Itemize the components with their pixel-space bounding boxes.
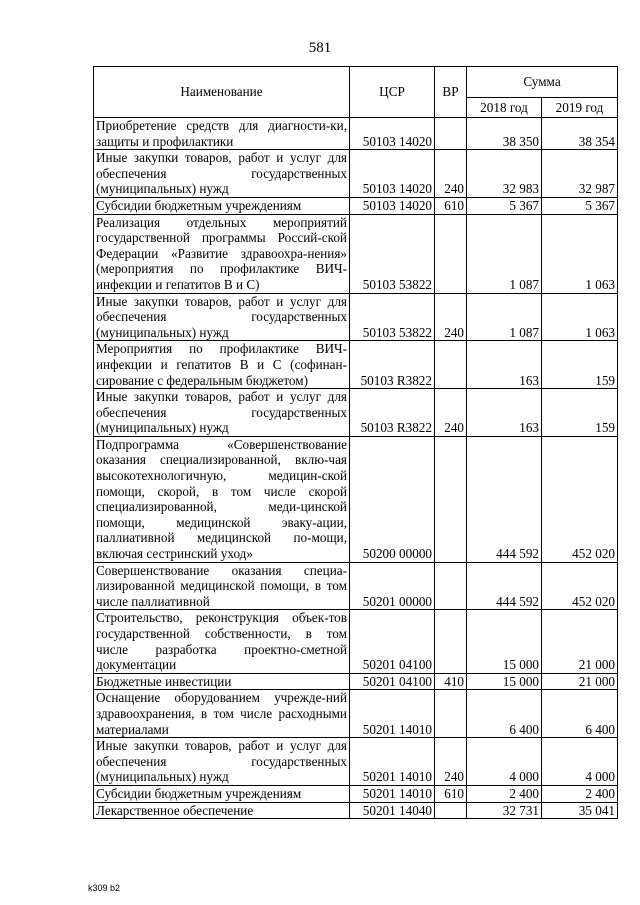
row-vr [435,562,467,610]
row-csr: 50200 00000 [350,436,435,562]
row-csr: 50201 14010 [350,738,435,786]
row-sum-2019: 38 354 [542,118,618,150]
row-vr [435,341,467,389]
header-csr: ЦСР [350,67,435,118]
row-name: Иные закупки товаров, работ и услуг для обеспечения государственных (муниципальных) нужд [94,150,350,198]
footer-code: k309 b2 [88,883,121,893]
table-row [94,197,618,214]
row-sum-2018: 163 [467,389,542,437]
row-name: Приобретение средств для диагности-ки, защиты и профилактики [94,118,350,150]
row-csr: 50201 04100 [350,673,435,690]
row-csr: 50103 R3822 [350,389,435,437]
row-sum-2018: 32 731 [467,802,542,819]
row-sum-2018: 38 350 [467,118,542,150]
row-sum-2019: 35 041 [542,802,618,819]
row-name: Бюджетные инвестиции [94,673,350,690]
row-name: Субсидии бюджетным учреждениям [94,785,350,802]
row-vr: 240 [435,389,467,437]
header-sum: Сумма [467,67,618,98]
table-body [94,118,618,819]
table-row [94,562,618,610]
row-sum-2018: 6 400 [467,690,542,738]
header-vr: ВР [435,67,467,118]
table-row [94,150,618,198]
row-sum-2019: 159 [542,341,618,389]
row-sum-2018: 15 000 [467,673,542,690]
row-csr: 50103 14020 [350,118,435,150]
row-csr: 50103 14020 [350,150,435,198]
table-row [94,738,618,786]
row-vr [435,610,467,673]
row-sum-2019: 2 400 [542,785,618,802]
row-csr: 50103 53822 [350,214,435,293]
table-row [94,214,618,293]
row-name: Реализация отдельных мероприятий государственной программы Россий-ской Федерации «Развитие здравоохра-нения» (мероприятия по профилактике ВИЧ-инфекции и гепатитов В и С) [94,214,350,293]
row-sum-2019: 159 [542,389,618,437]
row-csr: 50201 00000 [350,562,435,610]
row-name: Субсидии бюджетным учреждениям [94,197,350,214]
table-row [94,690,618,738]
row-sum-2019: 32 987 [542,150,618,198]
table-row [94,341,618,389]
row-vr: 610 [435,197,467,214]
table-row [94,389,618,437]
row-vr: 410 [435,673,467,690]
row-sum-2018: 2 400 [467,785,542,802]
row-sum-2018: 5 367 [467,197,542,214]
row-sum-2019: 5 367 [542,197,618,214]
row-vr [435,436,467,562]
row-sum-2019: 21 000 [542,610,618,673]
table-row [94,118,618,150]
row-name: Оснащение оборудованием учрежде-ний здравоохранения, в том числе расходными материалами [94,690,350,738]
row-sum-2018: 32 983 [467,150,542,198]
row-name: Лекарственное обеспечение [94,802,350,819]
row-vr [435,214,467,293]
row-sum-2019: 1 063 [542,214,618,293]
table-row [94,293,618,341]
table-row [94,802,618,819]
row-csr: 50103 53822 [350,293,435,341]
row-vr: 240 [435,738,467,786]
row-sum-2018: 4 000 [467,738,542,786]
row-sum-2018: 1 087 [467,214,542,293]
row-name: Строительство, реконструкция объек-тов государственной собственности, в том числе разработка проектно-сметной документации [94,610,350,673]
row-name: Иные закупки товаров, работ и услуг для обеспечения государственных (муниципальных) нужд [94,293,350,341]
table-row [94,673,618,690]
row-sum-2019: 4 000 [542,738,618,786]
row-vr: 610 [435,785,467,802]
table-row [94,785,618,802]
row-sum-2018: 444 592 [467,436,542,562]
budget-table [93,66,618,819]
row-name: Иные закупки товаров, работ и услуг для обеспечения государственных (муниципальных) нужд [94,389,350,437]
row-sum-2018: 1 087 [467,293,542,341]
row-sum-2019: 1 063 [542,293,618,341]
row-sum-2019: 6 400 [542,690,618,738]
row-sum-2019: 452 020 [542,436,618,562]
row-csr: 50201 14010 [350,785,435,802]
header-year-2019: 2019 год [542,98,618,118]
row-sum-2018: 15 000 [467,610,542,673]
row-vr [435,802,467,819]
row-vr: 240 [435,293,467,341]
row-vr [435,118,467,150]
row-vr [435,690,467,738]
row-vr: 240 [435,150,467,198]
page-number: 581 [308,40,332,56]
row-name: Подпрограмма «Совершенствование оказания специализированной, вклю-чая высокотехнологичную, медицин-ской помощи, скорой, в том числе скорой специализированной, меди-цинской помощи, медицинской эваку-ации, паллиативной медицинской по-мощи, включая сестринский уход» [94,436,350,562]
table-row [94,436,618,562]
row-csr: 50201 04100 [350,610,435,673]
row-sum-2018: 444 592 [467,562,542,610]
row-name: Иные закупки товаров, работ и услуг для обеспечения государственных (муниципальных) нужд [94,738,350,786]
table-row [94,610,618,673]
row-csr: 50103 14020 [350,197,435,214]
row-sum-2018: 163 [467,341,542,389]
row-sum-2019: 452 020 [542,562,618,610]
row-csr: 50201 14040 [350,802,435,819]
row-name: Совершенствование оказания специа-лизированной медицинской помощи, в том числе паллиативной [94,562,350,610]
row-sum-2019: 21 000 [542,673,618,690]
header-year-2018: 2018 год [467,98,542,118]
row-name: Мероприятия по профилактике ВИЧ-инфекции и гепатитов В и С (софинан-сирование с федеральным бюджетом) [94,341,350,389]
row-csr: 50103 R3822 [350,341,435,389]
header-name: Наименование [94,67,350,118]
row-csr: 50201 14010 [350,690,435,738]
